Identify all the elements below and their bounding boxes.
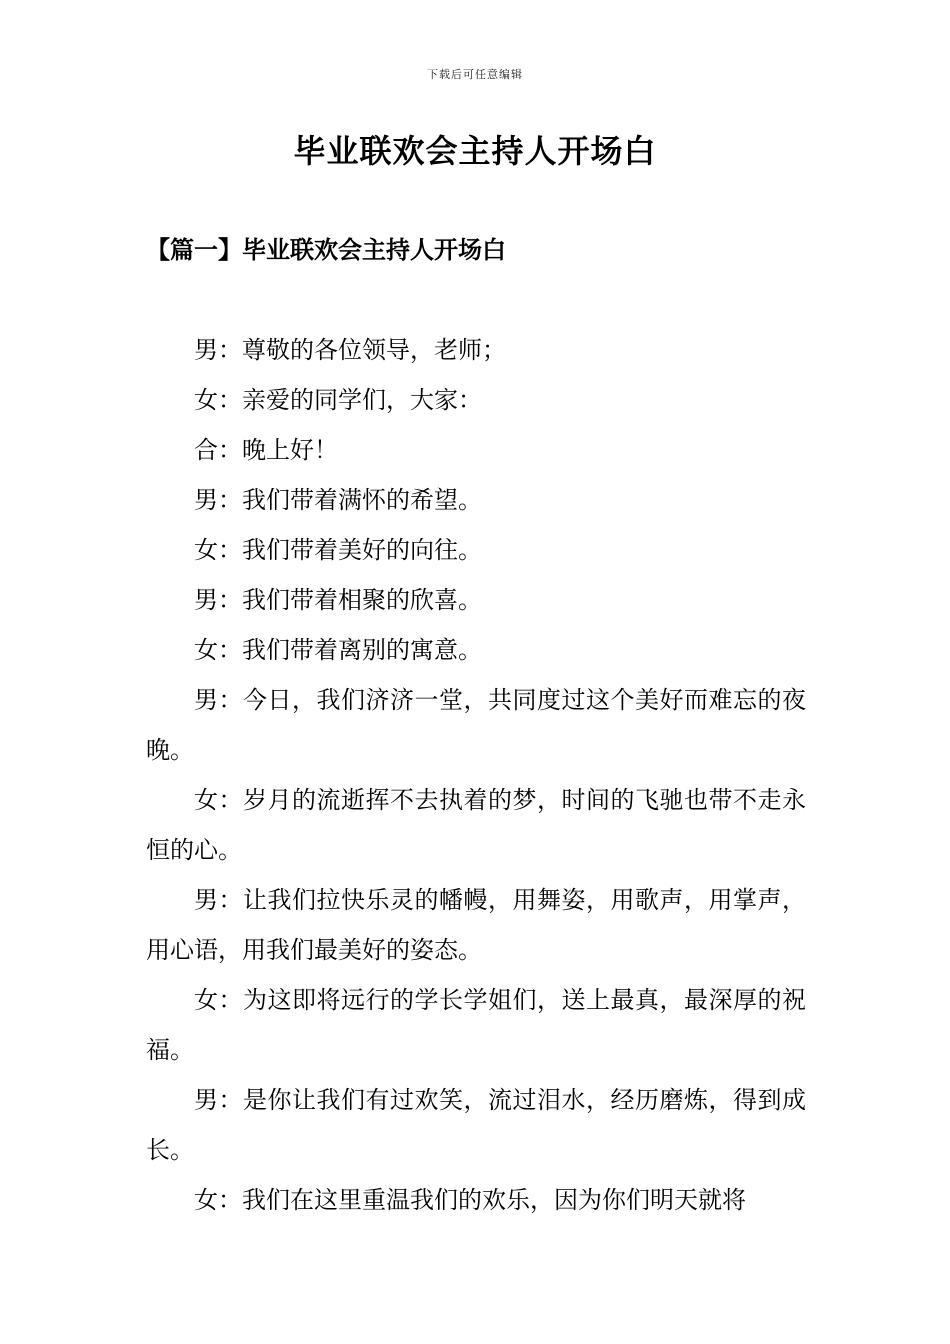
paragraph: 男：我们带着相聚的欣喜。 — [194, 586, 482, 614]
paragraph: 女：我们带着美好的向往。 — [194, 536, 482, 564]
document-body — [146, 325, 806, 1225]
header-note: 下载后可任意编辑 — [427, 68, 523, 81]
paragraph: 男：今日，我们济济一堂，共同度过这个美好而难忘的夜晚。 — [146, 686, 806, 764]
paragraph: 女：为这即将远行的学长学姐们，送上最真，最深厚的祝福。 — [146, 986, 806, 1064]
paragraph: 男：尊敬的各位领导，老师； — [194, 336, 506, 364]
document-title: 毕业联欢会主持人开场白 — [293, 132, 657, 170]
paragraph: 男：我们带着满怀的希望。 — [194, 486, 482, 514]
paragraph: 女：我们在这里重温我们的欢乐，因为你们明天就将 — [194, 1186, 746, 1214]
section-heading: 【篇一】毕业联欢会主持人开场白 — [146, 235, 506, 264]
paragraph: 合：晚上好！ — [194, 436, 338, 464]
paragraph: 女：我们带着离别的寓意。 — [194, 636, 482, 664]
paragraph: 男：让我们拉快乐灵的幡幔，用舞姿，用歌声，用掌声，用心语，用我们最美好的姿态。 — [146, 886, 806, 964]
paragraph: 女：亲爱的同学们，大家： — [194, 386, 482, 414]
paragraph: 男：是你让我们有过欢笑，流过泪水，经历磨炼，得到成长。 — [146, 1086, 806, 1164]
paragraph: 女：岁月的流逝挥不去执着的梦，时间的飞驰也带不走永恒的心。 — [146, 786, 806, 864]
